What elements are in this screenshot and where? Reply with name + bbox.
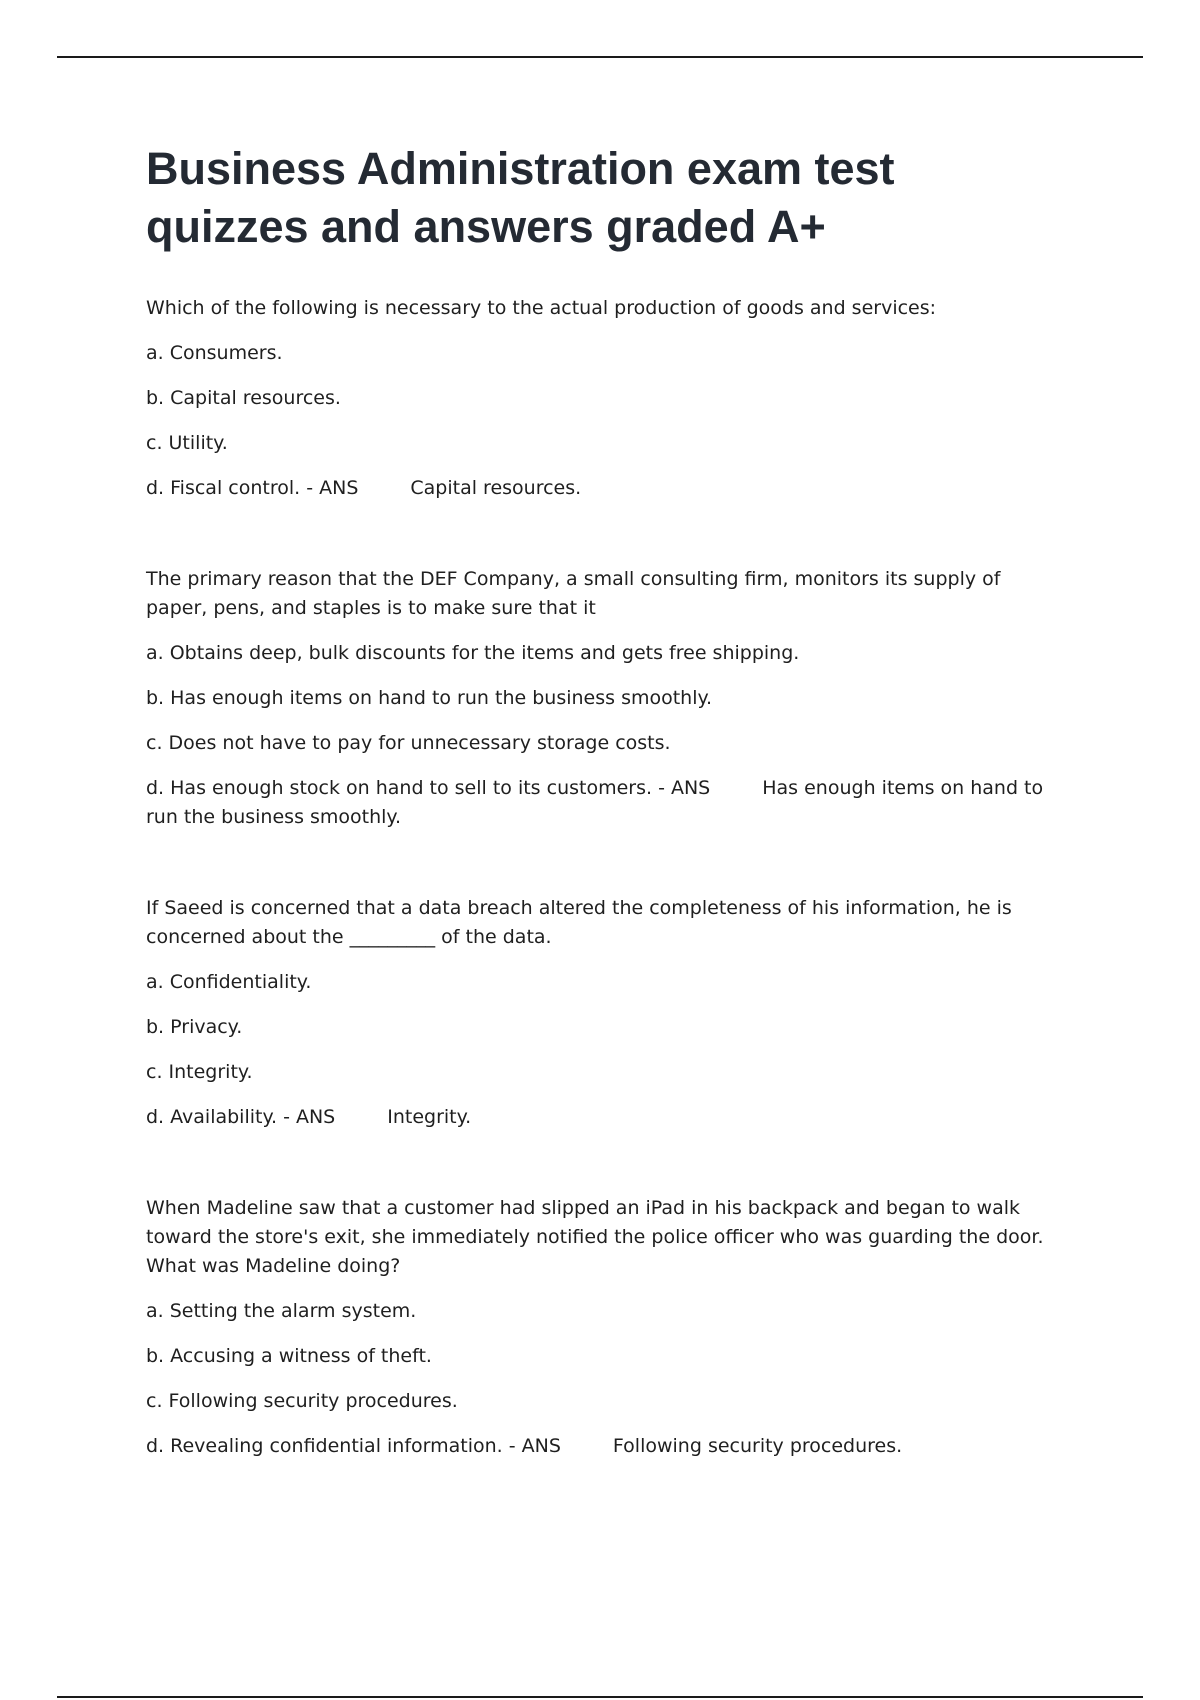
option-b: b. Capital resources. xyxy=(146,387,341,409)
question-text: When Madeline saw that a customer had slipped an iPad in his backpack and began to walk toward the store's exit, she immediately notified the police officer who was guarding the door. What was Madeline doing? xyxy=(146,1197,1044,1277)
option-c: c. Integrity. xyxy=(146,1061,253,1083)
option-d-with-answer xyxy=(146,774,1046,832)
option-d-with-answer xyxy=(146,474,1046,503)
option-d: d. Availability. - ANS xyxy=(146,1106,336,1128)
option-a: a. Setting the alarm system. xyxy=(146,1300,417,1322)
answer: Capital resources. xyxy=(410,477,582,499)
option-c: c. Utility. xyxy=(146,432,228,454)
option-d: d. Has enough stock on hand to sell to its customers. - ANS xyxy=(146,777,711,799)
question-2 xyxy=(146,565,1046,832)
option-d: d. Fiscal control. - ANS xyxy=(146,477,359,499)
option-a: a. Confidentiality. xyxy=(146,971,312,993)
option-b: b. Has enough items on hand to run the business smoothly. xyxy=(146,687,713,709)
bottom-rule xyxy=(57,1696,1143,1698)
question-4 xyxy=(146,1194,1046,1461)
answer: Following security procedures. xyxy=(612,1435,903,1457)
option-c: c. Following security procedures. xyxy=(146,1390,458,1412)
option-d: d. Revealing confidential information. - ANS xyxy=(146,1435,561,1457)
answer: Integrity. xyxy=(387,1106,472,1128)
option-a: a. Obtains deep, bulk discounts for the items and gets free shipping. xyxy=(146,642,800,664)
question-1 xyxy=(146,294,1046,503)
document-body xyxy=(146,140,1046,1523)
question-text: The primary reason that the DEF Company, a small consulting firm, monitors its supply of paper, pens, and staples is to make sure that it xyxy=(146,568,1001,619)
option-a: a. Consumers. xyxy=(146,342,283,364)
top-rule xyxy=(57,56,1143,58)
page-title: Business Administration exam test quizzes and answers graded A+ xyxy=(146,143,895,252)
answer: Has enough items on hand to run the business smoothly. xyxy=(146,777,1044,828)
option-b: b. Accusing a witness of theft. xyxy=(146,1345,432,1367)
option-b: b. Privacy. xyxy=(146,1016,243,1038)
question-text: Which of the following is necessary to the actual production of goods and services: xyxy=(146,297,937,319)
question-3 xyxy=(146,894,1046,1132)
option-c: c. Does not have to pay for unnecessary storage costs. xyxy=(146,732,671,754)
option-d-with-answer xyxy=(146,1103,1046,1132)
question-text: If Saeed is concerned that a data breach altered the completeness of his information, he is concerned about the _________ of the data. xyxy=(146,897,1012,948)
option-d-with-answer xyxy=(146,1432,1046,1461)
